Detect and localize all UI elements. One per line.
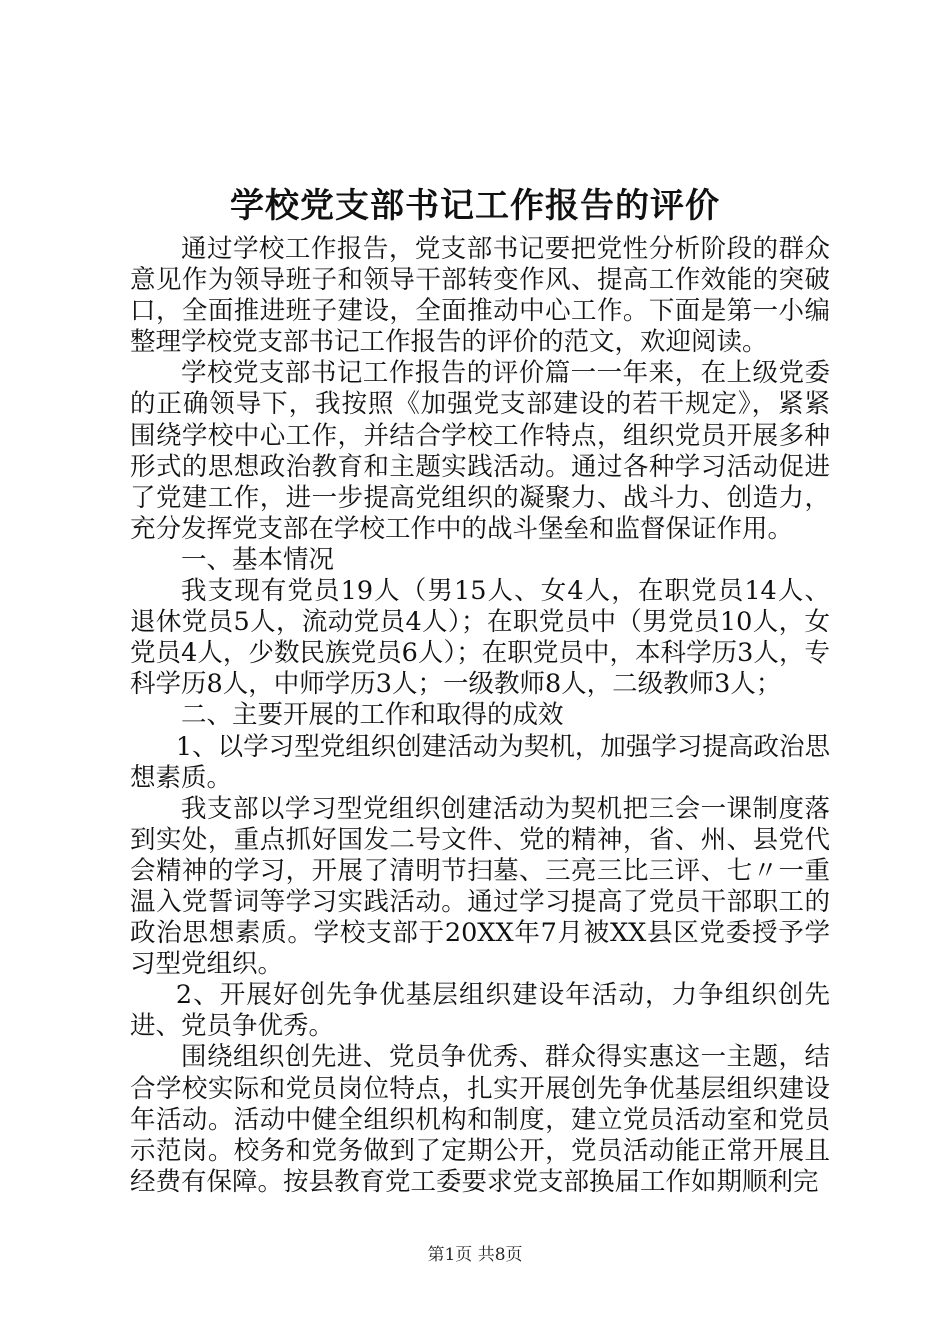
document-body — [130, 234, 830, 1198]
document-title: 学校党支部书记工作报告的评价 — [230, 186, 720, 226]
subheading-study: 1、以学习型党组织创建活动为契机，加强学习提高政治思想素质。 — [130, 731, 830, 793]
intro-paragraph: 通过学校工作报告，党支部书记要把党性分析阶段的群众意见作为领导班子和领导干部转变作风、提高工作效能的突破口，全面推进班子建设，全面推动中心工作。下面是第一小编整理学校党支部书记工作报告的评价的范文，欢迎阅读。 — [130, 234, 830, 358]
page-number: 第1页 共8页 — [427, 1245, 523, 1265]
section-heading-basic: 一、基本情况 — [181, 544, 335, 575]
member-stats-paragraph: 我支现有党员19人（男15人、女4人，在职党员14人、退休党员5人，流动党员4人）；在职党员中（男党员10人，女党员4人，少数民族党员6人）；在职党员中，本科学历3人，专科学历8人，中师学历3人；一级教师8人，二级教师3人； — [130, 576, 830, 700]
subheading-excellence: 2、开展好创先争优基层组织建设年活动，力争组织创先进、党员争优秀。 — [130, 980, 830, 1042]
excellence-paragraph: 围绕组织创先进、党员争优秀、群众得实惠这一主题，结合学校实际和党员岗位特点，扎实开展创先争优基层组织建设年活动。活动中健全组织机构和制度，建立党员活动室和党员示范岗。校务和党务做到了定期公开，党员活动能正常开展且经费有保障。按县教育党工委要求党支部换届工作如期顺利完 — [130, 1042, 830, 1197]
report-paragraph: 学校党支部书记工作报告的评价篇一一年来，在上级党委的正确领导下，我按照《加强党支部建设的若干规定》，紧紧围绕学校中心工作，并结合学校工作特点，组织党员开展多种形式的思想政治教育和主题实践活动。通过各种学习活动促进了党建工作，进一步提高党组织的凝聚力、战斗力、创造力，充分发挥党支部在学校工作中的战斗堡垒和监督保证作用。 — [130, 358, 830, 544]
section-heading-work: 二、主要开展的工作和取得的成效 — [181, 700, 564, 731]
study-paragraph: 我支部以学习型党组织创建活动为契机把三会一课制度落到实处，重点抓好国发二号文件、党的精神，省、州、县党代会精神的学习，开展了清明节扫墓、三亮三比三评、七〃一重温入党誓词等学习实践活动。通过学习提高了党员干部职工的政治思想素质。学校支部于20XX年7月被XX县区党委授予学习型党组织。 — [130, 793, 830, 980]
